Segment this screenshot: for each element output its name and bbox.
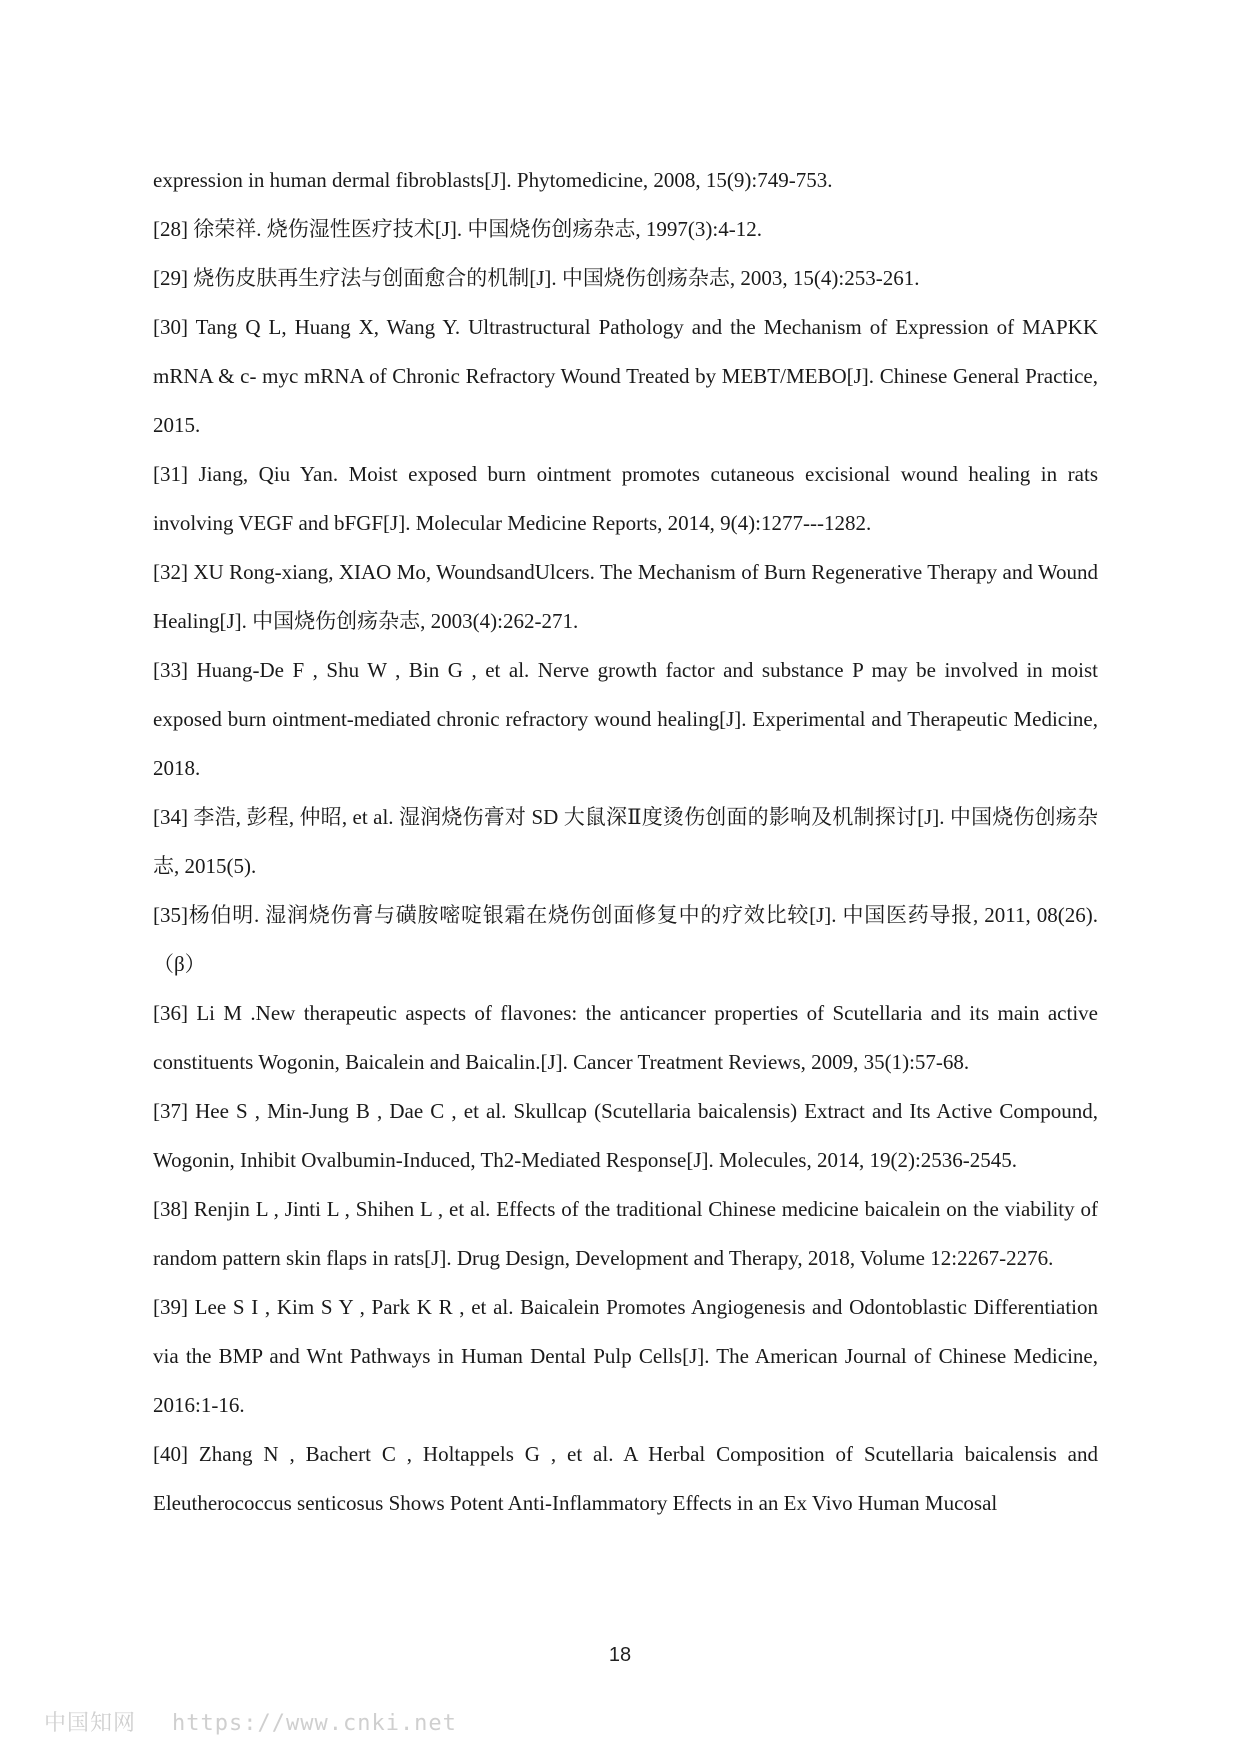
watermark (44, 1706, 457, 1737)
reference-item: [28] 徐荣祥. 烧伤湿性医疗技术[J]. 中国烧伤创疡杂志, 1997(3):4-12. (153, 217, 762, 241)
watermark-site-name: 中国知网 (44, 1711, 137, 1736)
reference-item: [32] XU Rong-xiang, XIAO Mo, WoundsandUlcers. The Mechanism of Burn Regenerative Therapy and Wound Healing[J]. 中国烧伤创疡杂志, 2003(4):262-271. (153, 560, 1098, 633)
page-number: 18 (608, 1644, 632, 1666)
reference-item: [31] Jiang, Qiu Yan. Moist exposed burn ointment promotes cutaneous excisional wound healing in rats involving VEGF and bFGF[J]. Molecular Medicine Reports, 2014, 9(4):1277---1282. (153, 462, 1098, 535)
reference-item: [40] Zhang N , Bachert C , Holtappels G , et al. A Herbal Composition of Scutellaria baicalensis and Eleutherococcus senticosus Shows Potent Anti-Inflammatory Effects in an Ex Vivo Human Mucosal (153, 1442, 1098, 1515)
reference-item: [39] Lee S I , Kim S Y , Park K R , et al. Baicalein Promotes Angiogenesis and Odontoblastic Differentiation via the BMP and Wnt Pathways in Human Dental Pulp Cells[J]. The American Journal of Chinese Medicine, 2016:1-16. (153, 1295, 1098, 1417)
reference-item: [38] Renjin L , Jinti L , Shihen L , et al. Effects of the traditional Chinese medicine baicalein on the viability of random pattern skin flaps in rats[J]. Drug Design, Development and Therapy, 2018, Volume 12:2267-2276. (153, 1197, 1098, 1270)
reference-item: [34] 李浩, 彭程, 仲昭, et al. 湿润烧伤膏对 SD 大鼠深Ⅱ度烫伤创面的影响及机制探讨[J]. 中国烧伤创疡杂志, 2015(5). (153, 805, 1098, 878)
reference-item: [37] Hee S , Min-Jung B , Dae C , et al. Skullcap (Scutellaria baicalensis) Extract and Its Active Compound, Wogonin, Inhibit Ovalbumin-Induced, Th2-Mediated Response[J]. Molecules, 2014, 19(2):2536-2545. (153, 1099, 1098, 1172)
reference-item: [35]杨伯明. 湿润烧伤膏与磺胺嘧啶银霜在烧伤创面修复中的疗效比较[J]. 中国医药导报, 2011, 08(26). （β） (153, 903, 1098, 976)
reference-item: [36] Li M .New therapeutic aspects of flavones: the anticancer properties of Scutellaria and its main active constituents Wogonin, Baicalein and Baicalin.[J]. Cancer Treatment Reviews, 2009, 35(1):57-68. (153, 1001, 1098, 1074)
reference-item: expression in human dermal fibroblasts[J]. Phytomedicine, 2008, 15(9):749-753. (153, 168, 833, 192)
reference-item: [33] Huang-De F , Shu W , Bin G , et al. Nerve growth factor and substance P may be involved in moist exposed burn ointment-mediated chronic refractory wound healing[J]. Experimental and Therapeutic Medicine, 2018. (153, 658, 1098, 780)
reference-list (153, 156, 1098, 1528)
reference-item: [29] 烧伤皮肤再生疗法与创面愈合的机制[J]. 中国烧伤创疡杂志, 2003, 15(4):253-261. (153, 266, 920, 290)
watermark-url: https://www.cnki.net (172, 1711, 457, 1736)
reference-item: [30] Tang Q L, Huang X, Wang Y. Ultrastructural Pathology and the Mechanism of Expression of MAPKK mRNA & c- myc mRNA of Chronic Refractory Wound Treated by MEBT/MEBO[J]. Chinese General Practice, 2015. (153, 315, 1098, 437)
